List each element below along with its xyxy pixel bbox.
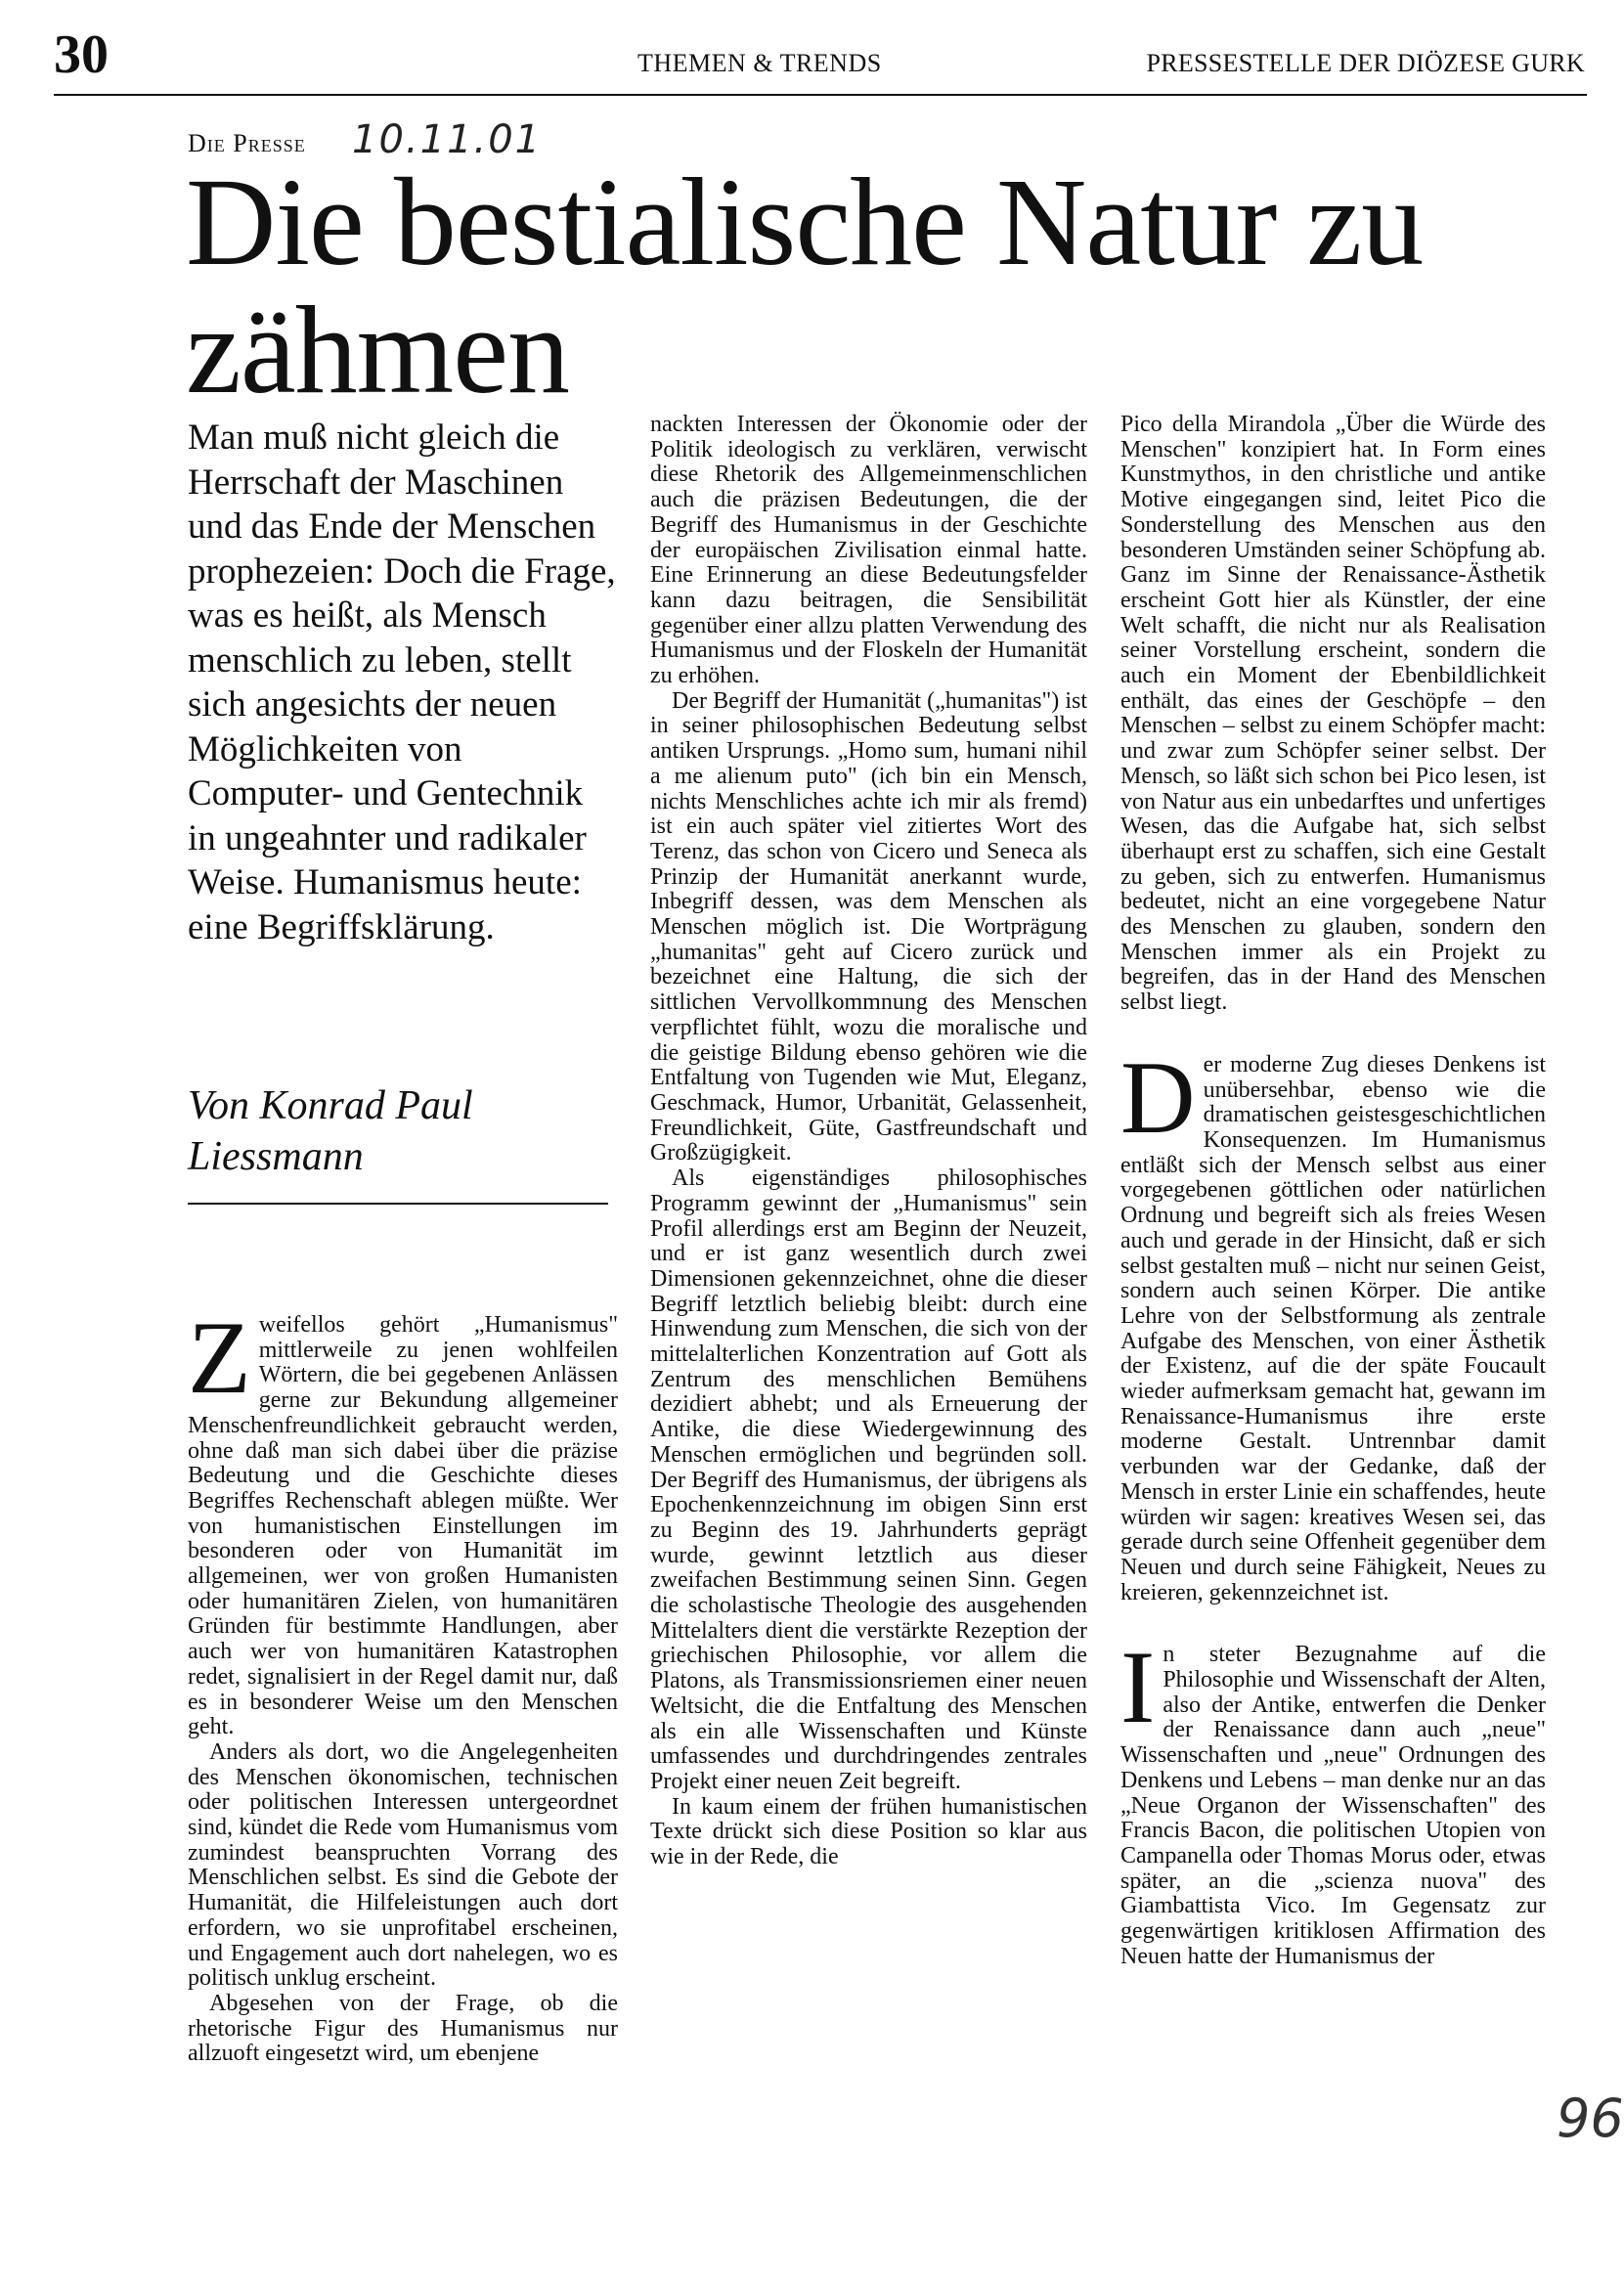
article-column-2 [650,413,1087,1870]
source-name: Die Presse [188,129,306,157]
paragraph: In kaum einem der frühen humanistischen Texte drückt sich diese Position so klar aus wie in der Rede, die [650,1793,1087,1870]
paragraph: nackten Interessen der Ökonomie oder der Politik ideologisch zu verklären, verwischt diese Rhetorik des Allgemeinmenschlichen auch die präzisen Bedeutungen, die der Begriff des Humanismus in der Geschichte der europäischen Zivilisation einmal hatte. Eine Erinnerung an diese Bedeutungsfelder kann dazu beitragen, die Sensibilität gegenüber einer allzu platten Verwendung des Humanismus und der Floskeln der Humanität zu erhöhen. [650,412,1087,689]
drop-cap: I [1120,1630,1156,1745]
lede: Man muß nicht gleich die Herrschaft der Maschinen und das Ende der Menschen prophezeien: Doch die Frage, was es heißt, als Mensch menschlich zu leben, stellt sich angesichts der neuen Möglichkeiten von Computer- und Gentechnik in ungeahnter und radikaler Weise. Humanismus heute: eine Begriffsklärung. [188,418,616,947]
paragraph: Anders als dort, wo die Angelegenheiten des Menschen ökonomischen, technischen oder politischen Interessen untergeordnet sind, kündet die Rede vom Humanismus vom zumindest beanspruchten Vorrang des Menschlichen selbst. Es sind die Gebote der Humanität, die Hilfeleistungen auch dort erfordern, wo sie unprofitabel erscheinen, und Engagement auch dort nahelegen, wo es politisch unklug erscheint. [188,1738,618,1992]
paragraph: Abgesehen von der Frage, ob die rhetorische Figur des Humanismus nur allzuoft eingesetzt wird, um ebenjene [188,1990,618,2067]
press-office-label: PRESSESTELLE DER DIÖZESE GURK [1146,49,1585,77]
section-gap [1120,1605,1546,1643]
margin-handwritten-mark: 96 [1557,2088,1624,2149]
article-column-1 [188,1300,618,2067]
paragraph-text: weifellos gehört „Humanismus" mittlerweile zu jenen wohlfeilen Wörtern, die bei gegebenen Anlässen gerne zur Bekundung allgemeiner Menschenfreundlichkeit gebraucht werden, ohne daß man sich dabei über die präzise Bedeutung und die Geschichte dieses Begriffes Rechenschaft ablegen müßte. Wer von humanistischen Einstellungen im besonderen oder von Humanität im allgemeinen, wer von großen Humanisten oder humanitären Zielen, von humanitären Gründen für bestimmte Handlungen, aber auch wer von humanitären Katastrophen redet, signalisiert in der Regel damit nur, daß es in besonderer Weise um den Menschen geht. [188,1312,618,1740]
section-title: THEMEN & TRENDS [637,49,882,77]
article-column-3 [1120,413,1546,1969]
paragraph [1120,1039,1546,1605]
paragraph: Pico della Mirandola „Über die Würde des Menschen" konzipiert hat. In Form eines Kunstmythos, in den christliche und antike Motive eingegangen sind, leitet Pico die Sonderstellung des Menschen aus den besonderen Umständen seiner Schöpfung ab. Ganz im Sinne der Renaissance-Ästhetik erscheint Gott hier als Künstler, der eine Welt schafft, die nicht nur als Realisation seiner Vorstellung erscheint, sondern die auch ein Moment der Ebenbildlichkeit enthält, das eines der Geschöpfe – den Menschen – selbst zu einem Schöpfer macht: und zwar zum Schöpfer seiner selbst. Der Mensch, so läßt sich schon bei Pico lesen, ist von Natur aus ein unbedarftes und unfertiges Wesen, das die Aufgabe hat, sich selbst überhaupt erst zu schaffen, sich eine Gestalt zu geben, sich zu entwerfen. Humanismus bedeutet, nicht an eine vorgegebene Natur des Menschen zu glauben, sondern den Menschen immer als ein Projekt zu begreifen, das in der Hand des Menschen selbst liegt. [1120,412,1546,1016]
paragraph: Der Begriff der Humanität („humanitas") ist in seiner philosophischen Bedeutung selbst antiken Ursprungs. „Homo sum, humani nihil a me alienum puto" (ich bin ein Mensch, nichts Menschliches achte ich mir als fremd) ist ein auch später viel zitiertes Wort des Terenz, das schon von Cicero und Seneca als Prinzip der Humanität anerkannt wurde, Inbegriff dessen, was dem Menschen als Menschen möglich ist. Die Wortprägung „humanitas" geht auf Cicero zurück und bezeichnet eine Haltung, die sich der sittlichen Vervollkommnung des Menschen verpflichtet fühlt, wozu die moralische und die geistige Bildung ebenso gehören wie die Entfaltung von Tugenden wie Mut, Eleganz, Geschmack, Humor, Urbanität, Gelassenheit, Freundlichkeit, Güte, Gastfreundschaft und Großzügigkeit. [650,687,1087,1166]
drop-cap: D [1120,1039,1196,1155]
paragraph-text: er moderne Zug dieses Denkens ist unübersehbar, ebenso wie die dramatischen geistesgeschichtlichen Konsequenzen. Im Humanismus entläßt sich der Mensch selbst aus einer vorgegebenen göttlichen oder natürlichen Ordnung und begreift sich als freies Wesen auch und gerade in der Hinsicht, daß er sich selbst gestalten muß – nicht nur seinen Geist, sondern auch seinen Körper. Die antike Lehre von der Selbstformung als zentrale Aufgabe des Menschen, von einer Ästhetik der Existenz, auf die der späte Foucault wieder aufmerksam gemacht hat, gewann im Renaissance-Humanismus ihre erste moderne Gestalt. Untrennbar damit verbunden war der Gedanke, daß der Mensch in erster Linie ein schaffendes, heute würden wir sagen: kreatives Wesen sei, das gerade durch seine Offenheit gegenüber dem Neuen und durch seine Fähigkeit, Neues zu kreieren, gekennzeichnet ist. [1120,1051,1546,1605]
handwritten-date: 10.11.01 [352,117,543,162]
paragraph-text: n steter Bezugnahme auf die Philosophie und Wissenschaft der Alten, also der Antike, entwerfen die Denker der Renaissance dann auch „neue" Wissenschaften und „neue" Ordnungen des Denkens und Lebens – man denke nur an das „Neue Organon der Wissenschaften" des Francis Bacon, die politischen Utopien von Campanella oder Thomas Morus oder, etwas später, an die „scienza nuova" des Giambattista Vico. Im Gegensatz zur gegenwärtigen kritiklosen Affirmation des Neuen hatte der Humanismus der [1120,1642,1546,1969]
byline-rule [188,1203,608,1205]
headline: Die bestialische Natur zu zähmen [186,153,1424,419]
byline: Von Konrad Paul Liessmann [188,1083,473,1179]
drop-cap: Z [188,1300,251,1415]
paragraph [1120,1630,1546,1969]
paragraph [188,1300,618,1740]
header-rule [54,94,1587,96]
paragraph: Als eigenständiges philosophisches Programm gewinnt der „Humanismus" sein Profil allerdings erst am Beginn der Neuzeit, und er ist ganz wesentlich durch zwei Dimensionen gekennzeichnet, ohne die dieser Begriff letztlich beliebig bleibt: durch eine Hinwendung zum Menschen, die sich von der mittelalterlichen Konzentration auf Gott als Zentrum des menschlichen Bemühens dezidiert abhebt; und als Erneuerung der Antike, die diese Wiedergewinnung des Menschen ermöglichen und begründen soll. Der Begriff des Humanismus, der übrigens als Epochenkennzeichnung im obigen Sinn erst zu Beginn des 19. Jahrhunderts geprägt wurde, gewinnt letztlich aus dieser zweifachen Bestimmung seinen Sinn. Gegen die scholastische Theologie des ausgehenden Mittelalters dient die verstärkte Rezeption der griechischen Philosophie, vor allem die Platons, als Transmissionsriemen einer neuen Weltsicht, die die Entfaltung des Menschen als ein alle Wissenschaften und Künste umfassendes und durchdringendes zentrales Projekt einer neuen Zeit begreift. [650,1165,1087,1794]
page-number: 30 [54,24,109,85]
